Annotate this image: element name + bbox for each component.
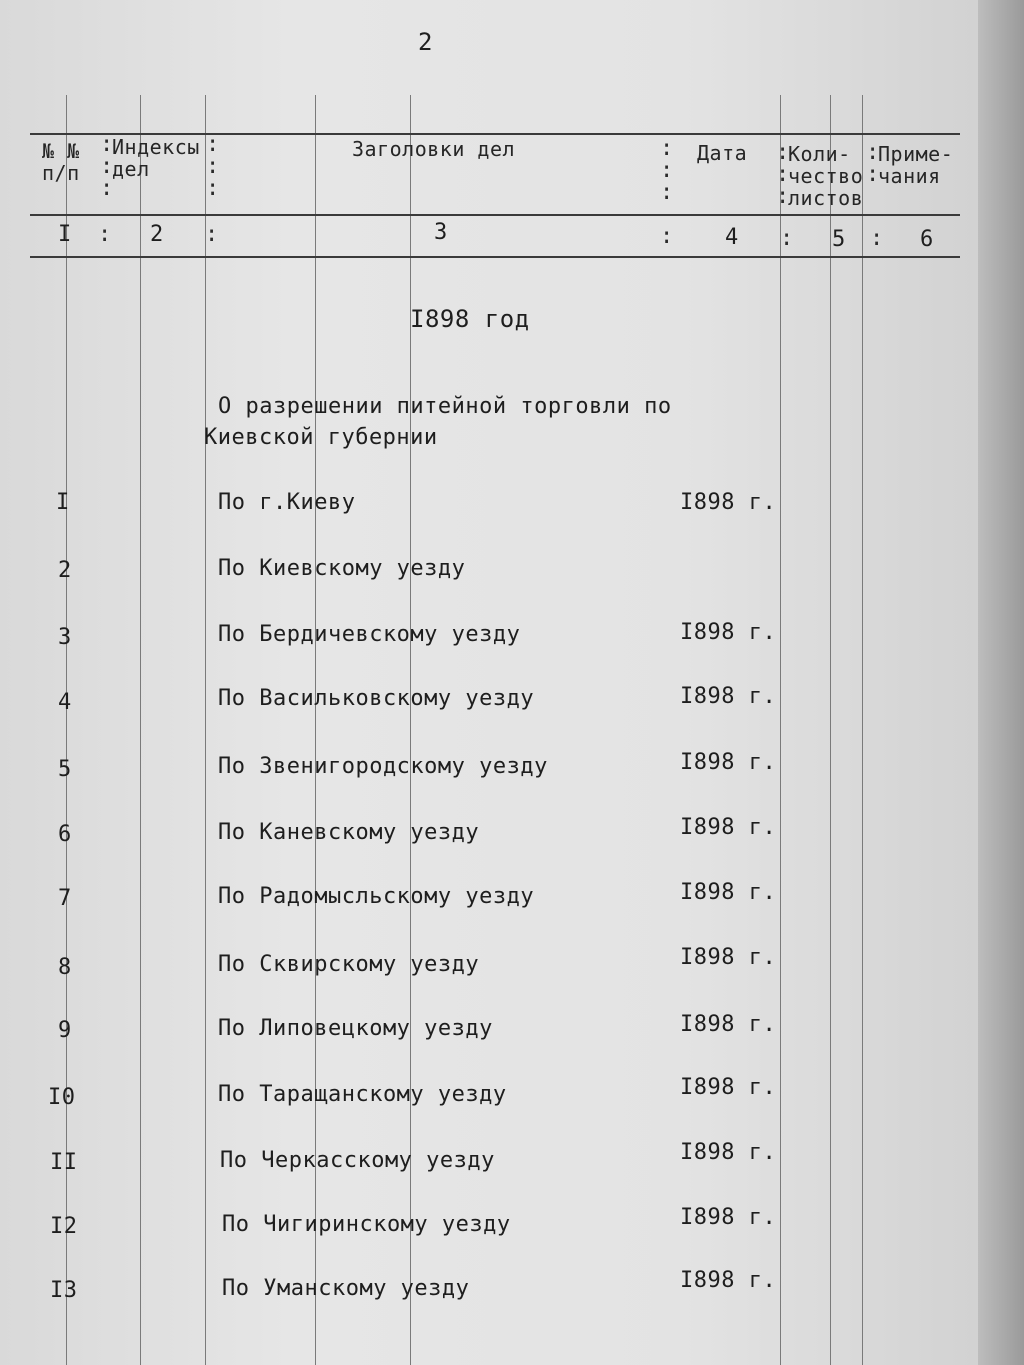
row-number: I0 [48,1085,76,1110]
header-separator: : : : [660,136,674,205]
row-date: I898 г. [680,684,777,709]
row-number: 7 [58,886,72,911]
header-bottom-rule [30,256,960,258]
column-number: I [58,222,72,247]
column-number-separator: : [98,222,112,247]
column-number: 2 [150,222,164,247]
column-rule [410,95,411,1365]
year-heading: I898 год [410,305,530,333]
row-number: 3 [58,625,72,650]
row-date: I898 г. [680,750,777,775]
header-col-notes: Приме- чания [878,142,954,188]
row-number: II [50,1150,78,1175]
row-number: 5 [58,757,72,782]
row-title: По Каневскому уезду [218,820,480,845]
header-col-index: Индексы дел [112,135,200,181]
column-rule [862,95,863,1365]
row-date: I898 г. [680,1268,777,1293]
row-date: I898 г. [680,1075,777,1100]
row-title: По Васильковскому уезду [218,686,535,711]
row-title: По Чигиринскому уезду [222,1212,511,1237]
row-title: По Киевскому уезду [218,556,466,581]
row-title: По Бердичевскому уезду [218,622,521,647]
header-col-titles: Заголовки дел [352,137,516,161]
column-number-separator: : [660,224,674,249]
row-title: По Радомысльскому уезду [218,884,535,909]
header-separator: : : : [100,132,114,201]
header-mid-rule [30,214,960,216]
row-number: I [56,490,70,515]
row-date: I898 г. [680,1140,777,1165]
row-title: По Липовецкому уезду [218,1016,493,1041]
header-col-number: № № п/п [42,139,80,185]
page-edge-shadow [978,0,1024,1365]
row-title: По Сквирскому уезду [218,952,480,977]
header-separator: : : : [776,140,790,209]
row-title: По Черкасскому уезду [220,1148,495,1173]
row-title: По Звенигородскому уезду [218,754,548,779]
column-rule [205,95,206,1365]
column-rule [780,95,781,1365]
page-number: 2 [418,28,433,56]
header-col-date: Дата [697,141,748,165]
row-number: 2 [58,558,72,583]
row-title: По г.Киеву [218,490,356,515]
column-number: 3 [434,220,448,245]
header-separator: : : : [206,132,220,201]
column-rule [830,95,831,1365]
section-title-line-1: О разрешении питейной торговли по [218,394,672,419]
column-number-separator: : [870,226,884,251]
column-rule [140,95,141,1365]
column-number: 6 [920,227,934,252]
header-col-sheets: Коли- чество листов [788,142,864,210]
row-date: I898 г. [680,945,777,970]
row-number: 9 [58,1018,72,1043]
row-number: 4 [58,690,72,715]
column-number: 4 [725,225,739,250]
row-title: По Уманскому уезду [222,1276,470,1301]
row-number: 6 [58,822,72,847]
row-date: I898 г. [680,1205,777,1230]
row-date: I898 г. [680,620,777,645]
row-number: 8 [58,955,72,980]
row-date: I898 г. [680,490,777,515]
section-title-line-2: Киевской губернии [204,425,438,450]
column-number: 5 [832,227,846,252]
row-number: I2 [50,1214,78,1239]
column-number-separator: : [780,226,794,251]
column-rule [315,95,316,1365]
row-date: I898 г. [680,880,777,905]
header-separator: : : [866,140,880,187]
row-title: По Таращанскому уезду [218,1082,507,1107]
row-number: I3 [50,1278,78,1303]
row-date: I898 г. [680,1012,777,1037]
column-number-separator: : [205,222,219,247]
row-date: I898 г. [680,815,777,840]
